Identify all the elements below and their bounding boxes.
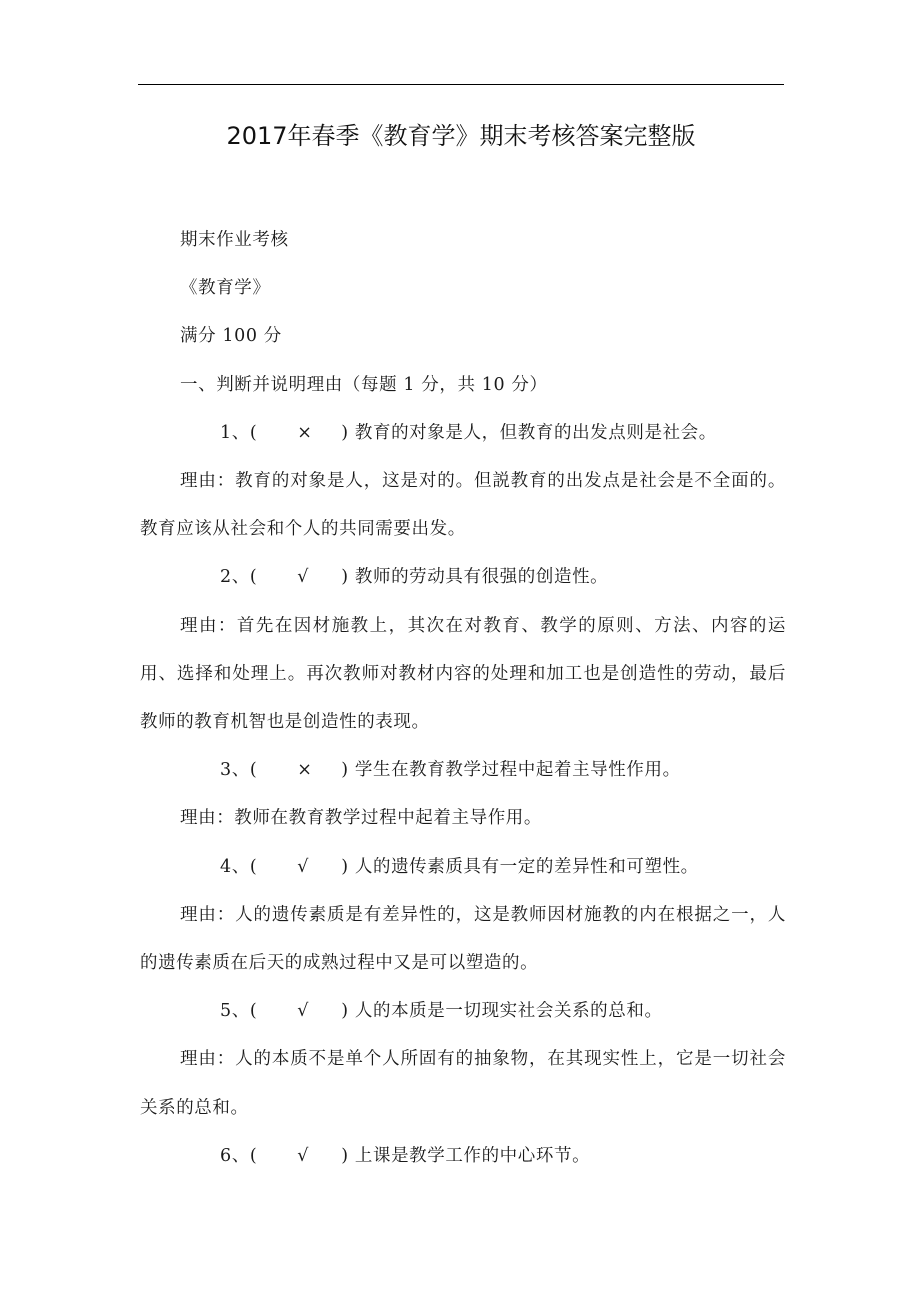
document-body [140, 216, 786, 1180]
question-number: 2、( [220, 567, 258, 588]
header-rule [138, 84, 784, 85]
answer-mark: √ [297, 567, 310, 588]
intro-course: 《教育学》 [180, 278, 271, 299]
answer-mark: × [297, 760, 313, 781]
reason-5: 理由：人的本质不是单个人所固有的抽象物，在其现实性上，它是一切社会关系的总和。 [140, 1049, 786, 1118]
question-number: 5、( [220, 1001, 258, 1022]
answer-mark: √ [297, 1001, 310, 1022]
question-close: ) [341, 760, 349, 781]
question-statement: 上课是教学工作的中心环节。 [354, 1145, 591, 1166]
question-3 [140, 746, 786, 794]
document-title: 2017年春季《教育学》期末考核答案完整版 [226, 122, 696, 150]
question-4 [140, 843, 786, 891]
question-statement: 学生在教育教学过程中起着主导性作用。 [354, 760, 681, 781]
question-1 [140, 409, 786, 457]
question-number: 1、( [220, 422, 258, 443]
question-number: 6、( [220, 1145, 258, 1166]
question-close: ) [341, 856, 349, 877]
question-close: ) [341, 1145, 349, 1166]
question-statement: 教师的劳动具有很强的创造性。 [354, 567, 609, 588]
question-statement: 人的本质是一切现实社会关系的总和。 [354, 1001, 663, 1022]
reason-2: 理由：首先在因材施教上，其次在对教育、教学的原则、方法、内容的运用、选择和处理上。再次教师对教材内容的处理和加工也是创造性的劳动，最后教师的教育机智也是创造性的表现。 [140, 615, 786, 733]
section-heading: 一、判断并说明理由（每题 1 分，共 10 分） [180, 374, 548, 395]
question-2 [140, 553, 786, 601]
question-number: 3、( [220, 760, 258, 781]
question-statement: 人的遗传素质具有一定的差异性和可塑性。 [354, 856, 699, 877]
reason-1: 理由：教育的对象是人，这是对的。但説教育的出发点是社会是不全面的。教育应该从社会和个人的共同需要出发。 [140, 471, 786, 540]
question-6 [140, 1132, 786, 1180]
question-close: ) [341, 567, 349, 588]
reason-4: 理由：人的遗传素质是有差异性的，这是教师因材施教的内在根据之一，人的遗传素质在后天的成熟过程中又是可以塑造的。 [140, 904, 786, 974]
intro-heading: 期末作业考核 [180, 230, 289, 250]
question-5 [140, 987, 786, 1035]
answer-mark: √ [297, 856, 310, 877]
answer-mark: √ [297, 1145, 310, 1166]
question-statement: 教育的对象是人，但教育的出发点则是社会。 [354, 422, 717, 443]
answer-mark: × [297, 422, 313, 443]
reason-3: 理由：教师在教育教学过程中起着主导作用。 [180, 808, 542, 829]
question-number: 4、( [220, 856, 258, 877]
question-close: ) [341, 1001, 349, 1022]
intro-score: 满分 100 分 [180, 326, 282, 347]
question-close: ) [341, 422, 349, 443]
